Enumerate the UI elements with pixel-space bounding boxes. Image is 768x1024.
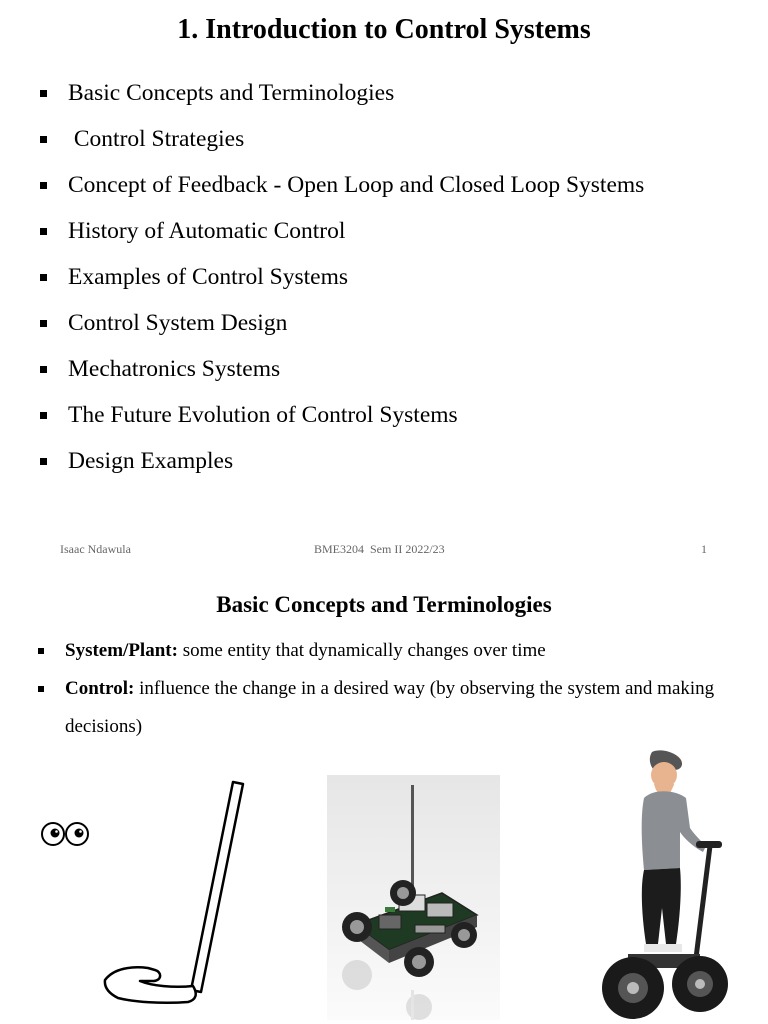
list-item: [40, 72, 644, 118]
list-item-text: Mechatronics Systems: [68, 356, 281, 382]
list-item-text: Design Examples: [68, 448, 234, 474]
list-item: [40, 302, 644, 348]
slide-2: [0, 570, 768, 1024]
list-item: [40, 118, 644, 164]
list-item-text: Control Strategies: [68, 126, 245, 152]
list-item: [38, 632, 738, 670]
footer-course: BME3204 Sem II 2022/23: [314, 542, 445, 556]
list-item: [38, 670, 738, 746]
list-item-text: Control System Design: [68, 310, 288, 336]
bullet-icon: [40, 136, 47, 143]
bullet-icon: [38, 686, 44, 692]
bullet-icon: [40, 274, 47, 281]
slide-title: 1. Introduction to Control Systems: [177, 14, 591, 45]
list-item: [40, 256, 644, 302]
bullet-icon: [40, 412, 47, 419]
list-item-text: History of Automatic Control: [68, 218, 346, 244]
list-item-text: Examples of Control Systems: [68, 264, 349, 290]
topic-list: [40, 72, 644, 486]
eyes-icon: [40, 820, 92, 850]
list-item: [40, 164, 644, 210]
definition-text: influence the change in a desired way (by observing the system and making decisions): [65, 678, 719, 737]
list-item: [40, 210, 644, 256]
list-item: [40, 440, 644, 486]
hand-balancing-stick-illustration: [100, 780, 250, 1005]
person-on-segway-illustration: [588, 748, 738, 1024]
footer-author: Isaac Ndawula: [60, 542, 131, 556]
definition-text: some entity that dynamically changes over time: [177, 640, 546, 661]
definition-list: [38, 632, 738, 746]
bullet-icon: [40, 182, 47, 189]
list-item: [40, 348, 644, 394]
inverted-pendulum-robot-illustration: [327, 775, 500, 1020]
bullet-icon: [40, 458, 47, 465]
term-label: System/Plant:: [65, 640, 178, 661]
list-item-text: Concept of Feedback - Open Loop and Closed Loop Systems: [68, 172, 645, 198]
list-item: [40, 394, 644, 440]
footer-page-number: 1: [701, 542, 707, 556]
bullet-icon: [40, 366, 47, 373]
bullet-icon: [40, 320, 47, 327]
list-item-text: Basic Concepts and Terminologies: [68, 80, 395, 106]
term-label: Control:: [65, 678, 135, 699]
list-item-text: The Future Evolution of Control Systems: [68, 402, 458, 428]
slide-title: Basic Concepts and Terminologies: [216, 592, 552, 617]
bullet-icon: [40, 90, 47, 97]
bullet-icon: [38, 648, 44, 654]
bullet-icon: [40, 228, 47, 235]
